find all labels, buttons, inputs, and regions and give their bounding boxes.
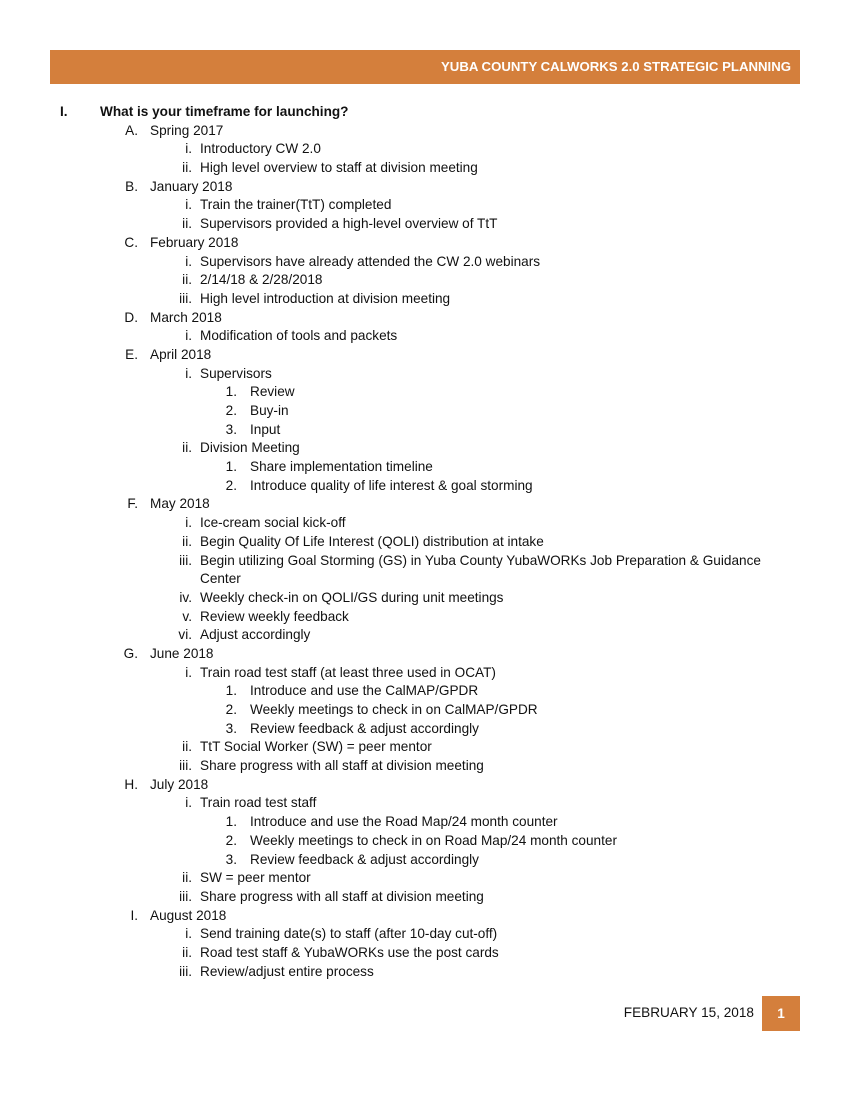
outline-text: Introduce and use the Road Map/24 month counter (250, 814, 558, 830)
outline-text: Spring 2017 (150, 122, 224, 138)
outline-marker: v. (182, 608, 192, 624)
outline-text: Supervisors provided a high-level overview of TtT (200, 216, 498, 232)
outline-item (0, 196, 850, 215)
outline-item (0, 495, 850, 514)
outline-marker: D. (124, 309, 138, 325)
outline-item (0, 215, 850, 234)
outline-item (0, 701, 850, 720)
outline-text: Modification of tools and packets (200, 328, 398, 344)
outline-item (0, 458, 850, 477)
outline-text: Review (250, 384, 295, 400)
outline-marker: H. (124, 776, 138, 792)
outline-text: Division Meeting (200, 440, 300, 456)
outline-item (0, 963, 850, 982)
outline-item (0, 346, 850, 365)
outline-item (0, 589, 850, 608)
outline-text: Train road test staff (200, 795, 317, 811)
outline-marker: 3. (225, 720, 237, 736)
outline-text: 2/14/18 & 2/28/2018 (200, 272, 323, 288)
outline-marker: i. (185, 664, 192, 680)
outline-marker: 2. (225, 403, 237, 418)
outline-item (0, 907, 850, 926)
outline-item-continuation (0, 570, 850, 589)
outline-marker: i. (185, 795, 192, 811)
outline-text: Review feedback & adjust accordingly (250, 720, 479, 736)
outline-marker: i. (185, 253, 192, 269)
outline-text: Buy-in (250, 403, 289, 418)
outline-item (0, 290, 850, 309)
outline-marker: ii. (182, 870, 192, 886)
outline-marker: G. (123, 645, 138, 661)
outline-marker: i. (185, 365, 192, 381)
outline-item (0, 402, 850, 421)
outline-text: Supervisors (200, 365, 272, 381)
outline-text: Share progress with all staff at division meeting (200, 758, 484, 774)
outline-text: Input (250, 421, 281, 437)
outline-marker: ii. (182, 533, 192, 549)
outline-item (0, 869, 850, 888)
outline-marker: iii. (179, 758, 192, 774)
document-title: YUBA COUNTY CALWORKS 2.0 STRATEGIC PLANNING (441, 59, 791, 74)
outline-text: Begin Quality Of Life Interest (QOLI) distribution at intake (200, 533, 544, 549)
outline-text: Share implementation timeline (250, 459, 433, 475)
outline-text: January 2018 (150, 178, 233, 194)
outline-item (0, 851, 850, 870)
outline-item (0, 140, 850, 159)
outline-text: Road test staff & YubaWORKs use the post cards (200, 944, 499, 960)
outline-text: Share progress with all staff at division meeting (200, 888, 484, 904)
outline-marker: ii. (182, 160, 192, 176)
outline-list (0, 103, 850, 981)
outline-marker: 3. (225, 851, 237, 867)
outline-text: SW = peer mentor (200, 870, 311, 886)
outline-marker: C. (124, 234, 138, 250)
outline-item (0, 720, 850, 739)
outline-text: June 2018 (150, 645, 214, 661)
outline-marker: I. (130, 907, 138, 923)
outline-marker: ii. (182, 440, 192, 456)
outline-text: High level overview to staff at division meeting (200, 160, 478, 176)
outline-text: Train the trainer(TtT) completed (200, 197, 392, 213)
outline-item (0, 682, 850, 701)
header-bar (50, 50, 800, 84)
outline-text: Ice-cream social kick-off (200, 515, 346, 531)
outline-item (0, 439, 850, 458)
outline-marker: A. (125, 122, 138, 138)
outline-marker: iv. (179, 589, 192, 605)
outline-marker: I. (60, 104, 68, 119)
outline-marker: ii. (182, 739, 192, 755)
outline-marker: ii. (182, 216, 192, 232)
outline-text: Review weekly feedback (200, 608, 349, 624)
outline-marker: 1. (225, 814, 237, 830)
outline-item (0, 122, 850, 141)
outline-marker: iii. (179, 290, 192, 306)
page-number-badge (762, 996, 800, 1031)
outline-item (0, 925, 850, 944)
outline-item (0, 608, 850, 627)
outline-item (0, 421, 850, 440)
outline-item (0, 234, 850, 253)
outline-marker: B. (125, 178, 138, 194)
outline-marker: 2. (225, 702, 237, 717)
outline-marker: 3. (225, 421, 237, 437)
outline-text: Supervisors have already attended the CW 2.0 webinars (200, 253, 541, 269)
outline-marker: i. (185, 197, 192, 213)
outline-text: What is your timeframe for launching? (100, 104, 349, 119)
outline-marker: F. (127, 496, 138, 512)
outline-item (0, 813, 850, 832)
outline-item (0, 327, 850, 346)
outline-item (0, 159, 850, 178)
outline-item (0, 365, 850, 384)
footer-date: FEBRUARY 15, 2018 (623, 1005, 754, 1020)
outline-text: Weekly check-in on QOLI/GS during unit meetings (200, 589, 504, 605)
outline-item (0, 645, 850, 664)
outline-item (0, 794, 850, 813)
outline-text: March 2018 (150, 309, 222, 325)
outline-marker: iii. (179, 552, 192, 568)
outline-text: Weekly meetings to check in on Road Map/24 month counter (250, 832, 617, 848)
outline-item (0, 178, 850, 197)
outline-text: May 2018 (150, 496, 210, 512)
outline-marker: 2. (225, 832, 237, 848)
outline-text: Introduce and use the CalMAP/GPDR (250, 683, 479, 699)
outline-text: Introduce quality of life interest & goal storming (250, 477, 533, 493)
outline-marker: ii. (182, 944, 192, 960)
outline-text: Review feedback & adjust accordingly (250, 851, 479, 867)
page-number: 1 (777, 1006, 785, 1021)
outline-text: Adjust accordingly (200, 627, 311, 643)
outline-text: Introductory CW 2.0 (200, 141, 321, 157)
outline-text: February 2018 (150, 234, 239, 250)
outline-text: August 2018 (150, 907, 227, 923)
outline-marker: i. (185, 328, 192, 344)
outline-item (0, 383, 850, 402)
outline-marker: ii. (182, 272, 192, 288)
outline-item (0, 514, 850, 533)
outline-marker: i. (185, 926, 192, 942)
outline-item (0, 552, 850, 571)
outline-item (0, 776, 850, 795)
outline-text: TtT Social Worker (SW) = peer mentor (200, 739, 432, 755)
outline-text: Train road test staff (at least three used in OCAT) (200, 664, 496, 680)
outline-text: Send training date(s) to staff (after 10-day cut-off) (200, 926, 498, 942)
outline-item (0, 738, 850, 757)
outline-marker: i. (185, 515, 192, 531)
outline-text: July 2018 (150, 776, 209, 792)
outline-text: April 2018 (150, 346, 212, 362)
outline-item (0, 477, 850, 496)
outline-marker: iii. (179, 888, 192, 904)
outline-marker: 1. (225, 384, 237, 400)
outline-item (0, 309, 850, 328)
outline-text: Review/adjust entire process (200, 963, 374, 979)
outline-marker: i. (185, 141, 192, 157)
outline-text: Weekly meetings to check in on CalMAP/GPDR (250, 702, 538, 717)
outline-text: Center (200, 571, 241, 587)
outline-item (0, 626, 850, 645)
outline-item (0, 664, 850, 683)
outline-marker: iii. (179, 963, 192, 979)
outline-marker: E. (125, 346, 138, 362)
outline-item (0, 888, 850, 907)
outline-marker: 2. (225, 477, 237, 493)
outline-text: High level introduction at division meeting (200, 290, 451, 306)
outline-text: Begin utilizing Goal Storming (GS) in Yuba County YubaWORKs Job Preparation & Guidance (200, 552, 761, 568)
outline-item (0, 533, 850, 552)
outline-item (0, 103, 850, 122)
outline-marker: 1. (225, 683, 237, 699)
outline-item (0, 757, 850, 776)
outline-marker: 1. (225, 459, 237, 475)
outline-item (0, 271, 850, 290)
outline-item (0, 944, 850, 963)
outline-item (0, 832, 850, 851)
outline-item (0, 253, 850, 272)
outline-marker: vi. (178, 627, 192, 643)
